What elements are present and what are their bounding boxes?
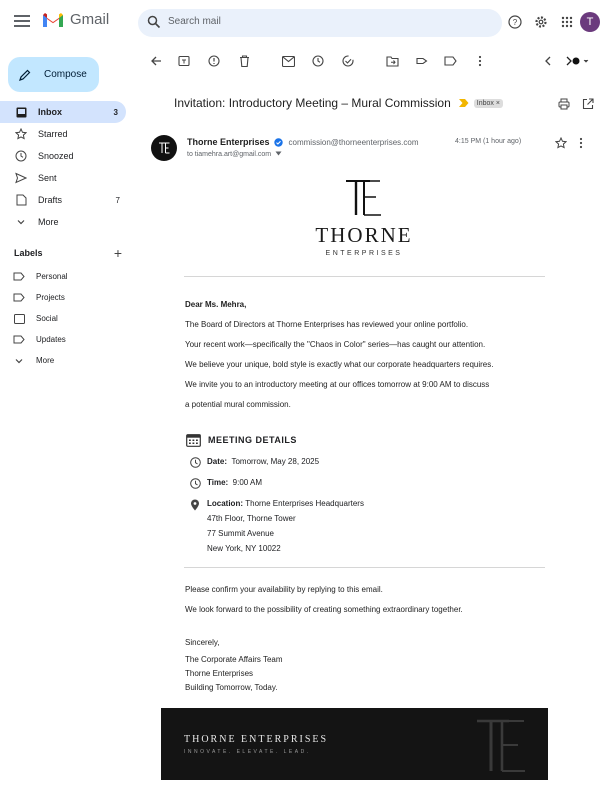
label-icon[interactable] xyxy=(442,53,458,69)
compose-label: Compose xyxy=(44,69,87,80)
pencil-icon xyxy=(18,68,32,82)
labels-heading xyxy=(14,245,124,261)
importance-marker-icon[interactable] xyxy=(459,99,469,107)
meeting-time-row xyxy=(189,478,262,490)
unread-count: 3 xyxy=(113,107,118,117)
forward-label-icon[interactable] xyxy=(414,53,430,69)
closing-line: Please confirm your availability by replying to this email. xyxy=(185,585,383,594)
delete-trash-icon[interactable] xyxy=(236,53,252,69)
footer-tagline: INNOVATE. ELEVATE. LEAD. xyxy=(184,749,311,755)
back-arrow-icon[interactable] xyxy=(148,53,164,69)
label-name: Personal xyxy=(36,272,68,281)
inbox-icon xyxy=(14,107,28,118)
search-input[interactable]: Search mail xyxy=(168,16,221,27)
sidebar-item-label: Drafts xyxy=(38,195,63,205)
label-name: Updates xyxy=(36,335,66,344)
mark-unread-icon[interactable] xyxy=(280,53,296,69)
help-icon[interactable] xyxy=(502,9,528,35)
open-in-new-window-icon[interactable] xyxy=(582,97,600,115)
signature-line: Sincerely, xyxy=(185,638,220,647)
label-icon xyxy=(12,335,26,344)
divider xyxy=(184,276,545,277)
verified-badge-icon xyxy=(274,138,283,147)
email-body xyxy=(185,300,550,420)
label-item-personal[interactable] xyxy=(0,266,128,287)
input-tools-icon[interactable] xyxy=(564,53,592,69)
sidebar-item-starred[interactable] xyxy=(0,123,128,145)
meeting-location-row xyxy=(189,499,364,556)
thorne-brand-logo xyxy=(184,178,544,257)
body-paragraph: We invite you to an introductory meeting at our offices tomorrow at 9:00 AM to discuss xyxy=(185,380,490,389)
move-to-icon[interactable] xyxy=(384,53,400,69)
inbox-label-chip[interactable]: Inbox × xyxy=(474,99,503,108)
subject-line xyxy=(174,96,503,110)
meeting-date-row xyxy=(189,457,319,469)
label-name: Social xyxy=(36,314,58,323)
social-icon xyxy=(12,314,26,324)
svg-text:?: ? xyxy=(512,18,518,27)
meeting-time: 9:00 AM xyxy=(232,478,263,487)
time-label: Time: xyxy=(207,478,229,487)
send-icon xyxy=(14,172,28,184)
thorne-monogram-icon xyxy=(344,178,384,216)
label-name: More xyxy=(36,356,55,365)
signature-line: Thorne Enterprises xyxy=(185,669,254,678)
message-more-options-icon[interactable] xyxy=(579,136,591,154)
clock-icon xyxy=(189,457,201,468)
sidebar-item-inbox[interactable] xyxy=(0,101,126,123)
date-label: Date: xyxy=(207,457,228,466)
print-icon[interactable] xyxy=(558,97,582,115)
gmail-logo[interactable] xyxy=(42,11,109,28)
body-paragraph: We believe your unique, bold style is exactly what our corporate headquarters requires. xyxy=(185,360,494,369)
meeting-details-title: MEETING DETAILS xyxy=(208,435,297,445)
draft-icon xyxy=(14,194,28,206)
sidebar-item-label: Inbox xyxy=(38,107,62,117)
clock-icon xyxy=(189,478,201,489)
location-label: Location: xyxy=(207,499,243,508)
chevron-down-icon xyxy=(14,217,28,227)
meeting-location: Thorne Enterprises Headquarters xyxy=(245,499,364,508)
label-icon xyxy=(12,293,26,302)
brand-name: THORNE xyxy=(315,223,413,247)
recipient-text: to tiamehra.art@gmail.com xyxy=(187,151,272,158)
greeting: Dear Ms. Mehra, xyxy=(185,300,247,309)
thorne-monogram-icon xyxy=(157,141,171,155)
newer-chevron-icon[interactable] xyxy=(540,53,556,69)
signature-line: The Corporate Affairs Team xyxy=(185,655,283,664)
sidebar-nav xyxy=(0,101,128,233)
received-time: 4:15 PM (1 hour ago) xyxy=(455,138,522,145)
label-name: Projects xyxy=(36,293,65,302)
meeting-date: Tomorrow, May 28, 2025 xyxy=(231,457,320,466)
sidebar-item-label: Sent xyxy=(38,173,57,183)
more-options-icon[interactable] xyxy=(472,53,488,69)
account-avatar[interactable]: T xyxy=(580,12,600,32)
sender-email: commission@thorneenterprises.com xyxy=(288,137,419,147)
body-paragraph: The Board of Directors at Thorne Enterprises has reviewed your online portfolio. xyxy=(185,320,469,329)
sidebar-item-drafts[interactable] xyxy=(0,189,128,211)
caret-down-icon[interactable] xyxy=(275,151,282,156)
body-paragraph: Your recent work—specifically the "Chaos in Color" series—has caught our attention. xyxy=(185,340,486,349)
location-pin-icon xyxy=(189,499,201,511)
label-item-projects[interactable] xyxy=(0,287,128,308)
search-icon[interactable] xyxy=(147,15,161,29)
apps-grid-icon[interactable] xyxy=(554,9,580,35)
closing-line: We look forward to the possibility of creating something extraordinary together. xyxy=(185,605,463,614)
sender-details xyxy=(187,137,418,147)
top-bar xyxy=(0,0,600,46)
add-task-icon[interactable] xyxy=(340,53,356,69)
address-line: 77 Summit Avenue xyxy=(207,529,275,538)
app-name: Gmail xyxy=(70,11,110,28)
recipient-line[interactable] xyxy=(187,151,282,158)
sidebar-item-sent[interactable] xyxy=(0,167,128,189)
sidebar-item-more[interactable] xyxy=(0,211,128,233)
message-toolbar xyxy=(146,50,596,72)
draft-count: 7 xyxy=(115,195,120,205)
main-menu-icon[interactable] xyxy=(12,12,32,32)
body-paragraph: a potential mural commission. xyxy=(185,400,291,409)
label-item-social[interactable] xyxy=(0,308,128,329)
meeting-details-heading xyxy=(186,433,297,447)
labels-title: Labels xyxy=(14,248,43,258)
thorne-monogram-watermark-icon xyxy=(475,718,527,772)
brand-subtitle: ENTERPRISES xyxy=(325,250,403,257)
star-icon[interactable] xyxy=(555,136,579,154)
signature-line: Building Tomorrow, Today. xyxy=(185,683,278,692)
chevron-down-icon xyxy=(12,356,26,366)
sender-name[interactable]: Thorne Enterprises xyxy=(187,137,270,147)
star-icon xyxy=(14,128,28,140)
sidebar-item-label: Starred xyxy=(38,129,68,139)
report-spam-icon[interactable] xyxy=(206,53,222,69)
add-label-icon[interactable]: + xyxy=(113,245,122,261)
footer-brand-name: THORNE ENTERPRISES xyxy=(184,734,329,745)
labels-list xyxy=(0,266,128,371)
label-icon xyxy=(12,272,26,281)
divider xyxy=(184,567,545,568)
clock-icon xyxy=(14,150,28,162)
sidebar-item-label: More xyxy=(38,217,59,227)
sender-avatar[interactable] xyxy=(151,135,177,161)
compose-button[interactable] xyxy=(8,57,99,92)
label-item-more[interactable] xyxy=(0,350,128,371)
snooze-clock-icon[interactable] xyxy=(310,53,326,69)
address-line: 47th Floor, Thorne Tower xyxy=(207,514,296,523)
address-line: New York, NY 10022 xyxy=(207,544,281,553)
settings-gear-icon[interactable] xyxy=(528,9,554,35)
email-footer-banner xyxy=(161,708,548,780)
label-item-updates[interactable] xyxy=(0,329,128,350)
email-subject: Invitation: Introductory Meeting – Mural Commission xyxy=(174,96,451,110)
gmail-logo-icon xyxy=(42,12,64,28)
sidebar-item-snoozed[interactable] xyxy=(0,145,128,167)
search-bar[interactable] xyxy=(138,9,502,37)
archive-icon[interactable] xyxy=(176,53,192,69)
calendar-icon xyxy=(186,433,201,447)
sidebar-item-label: Snoozed xyxy=(38,151,74,161)
